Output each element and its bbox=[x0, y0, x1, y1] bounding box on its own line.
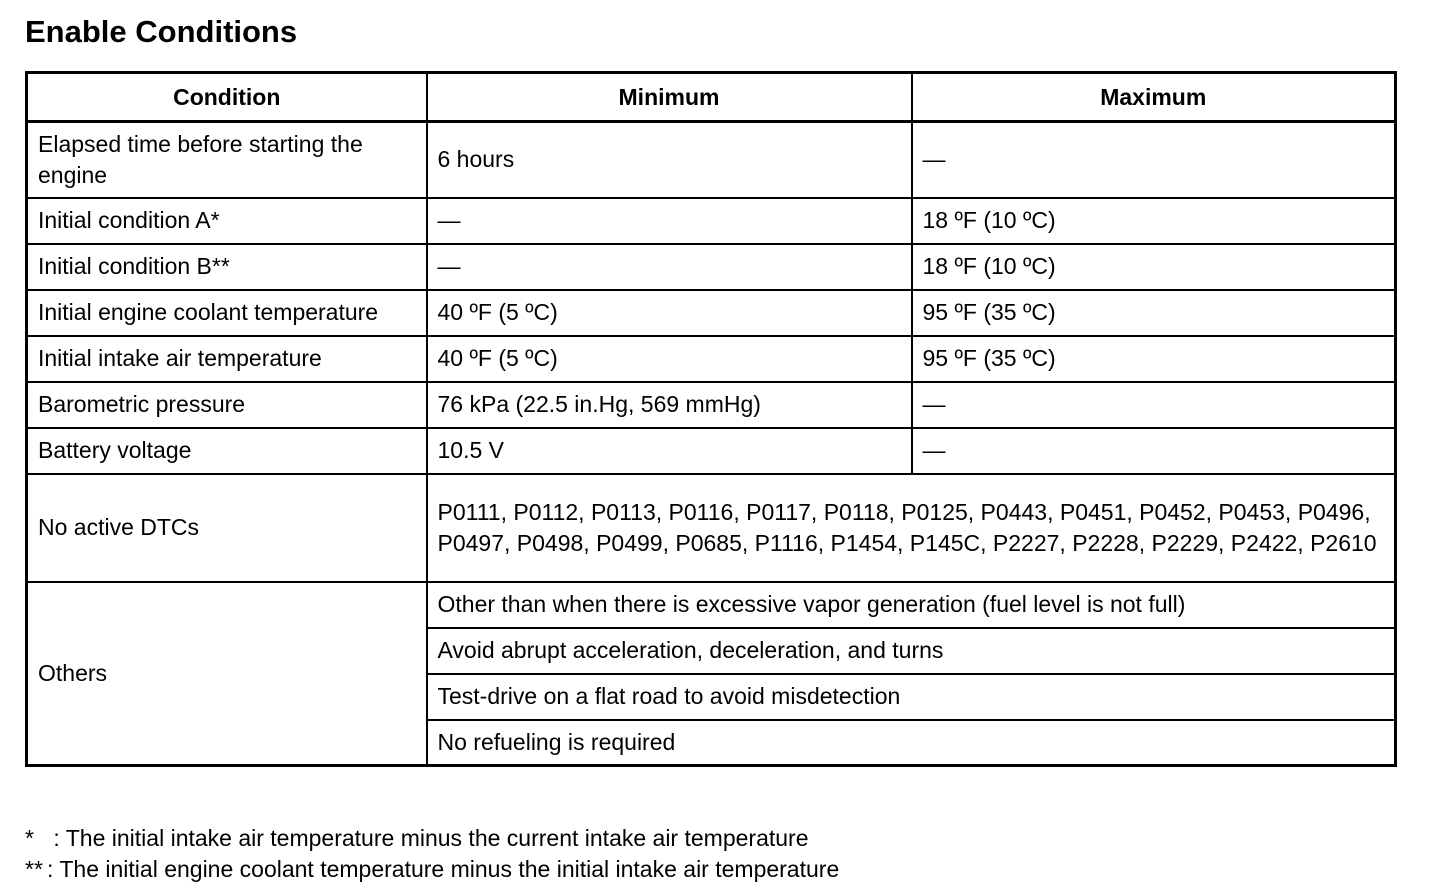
cell-minimum: 40 ºF (5 ºC) bbox=[427, 336, 912, 382]
cell-maximum: 18 ºF (10 ºC) bbox=[912, 198, 1396, 244]
cell-minimum: — bbox=[427, 198, 912, 244]
cell-condition: Initial engine coolant temperature bbox=[27, 290, 427, 336]
cell-no-active-dtcs-label: No active DTCs bbox=[27, 474, 427, 582]
table-row bbox=[27, 428, 1396, 474]
cell-condition: Initial intake air temperature bbox=[27, 336, 427, 382]
table-row bbox=[27, 382, 1396, 428]
table-row bbox=[27, 198, 1396, 244]
header-minimum: Minimum bbox=[427, 73, 912, 122]
cell-minimum: — bbox=[427, 244, 912, 290]
header-maximum: Maximum bbox=[912, 73, 1396, 122]
cell-condition: Battery voltage bbox=[27, 428, 427, 474]
footnote bbox=[25, 823, 839, 854]
footnote-text: : The initial intake air temperature minus the current intake air temperature bbox=[47, 825, 809, 851]
cell-condition: Initial condition B** bbox=[27, 244, 427, 290]
cell-others-item: Avoid abrupt acceleration, deceleration, and turns bbox=[427, 628, 1396, 674]
cell-minimum: 40 ºF (5 ºC) bbox=[427, 290, 912, 336]
footnote bbox=[25, 854, 839, 885]
table-row bbox=[27, 290, 1396, 336]
footnote-mark: ** bbox=[25, 856, 43, 882]
cell-maximum: 18 ºF (10 ºC) bbox=[912, 244, 1396, 290]
cell-condition: Elapsed time before starting the engine bbox=[27, 122, 427, 198]
page-title: Enable Conditions bbox=[25, 14, 298, 49]
footnote-text: : The initial engine coolant temperature minus the initial intake air temperature bbox=[47, 856, 840, 882]
cell-maximum: 95 ºF (35 ºC) bbox=[912, 336, 1396, 382]
cell-others-item: Other than when there is excessive vapor generation (fuel level is not full) bbox=[427, 582, 1396, 628]
cell-maximum: 95 ºF (35 ºC) bbox=[912, 290, 1396, 336]
cell-maximum: — bbox=[912, 428, 1396, 474]
table-row bbox=[27, 122, 1396, 198]
cell-minimum: 6 hours bbox=[427, 122, 912, 198]
footnotes bbox=[25, 823, 839, 885]
table-row bbox=[27, 336, 1396, 382]
table-header-row bbox=[27, 73, 1396, 122]
cell-minimum: 10.5 V bbox=[427, 428, 912, 474]
cell-maximum: — bbox=[912, 122, 1396, 198]
cell-minimum: 76 kPa (22.5 in.Hg, 569 mmHg) bbox=[427, 382, 912, 428]
cell-others-item: Test-drive on a flat road to avoid misdetection bbox=[427, 674, 1396, 720]
cell-dtc-list: P0111, P0112, P0113, P0116, P0117, P0118, P0125, P0443, P0451, P0452, P0453, P0496, P0497, P0498, P0499, P0685, P1116, P1454, P145C, P2227, P2228, P2229, P2422, P2610 bbox=[427, 474, 1396, 582]
cell-condition: Barometric pressure bbox=[27, 382, 427, 428]
cell-maximum: — bbox=[912, 382, 1396, 428]
header-condition: Condition bbox=[27, 73, 427, 122]
cell-condition: Initial condition A* bbox=[27, 198, 427, 244]
table-row-dtcs bbox=[27, 474, 1396, 582]
enable-conditions-table bbox=[25, 71, 1397, 767]
footnote-mark: * bbox=[25, 825, 34, 851]
cell-others-item: No refueling is required bbox=[427, 720, 1396, 766]
cell-others-label: Others bbox=[27, 582, 427, 766]
table-row bbox=[27, 244, 1396, 290]
table-row-others bbox=[27, 582, 1396, 628]
